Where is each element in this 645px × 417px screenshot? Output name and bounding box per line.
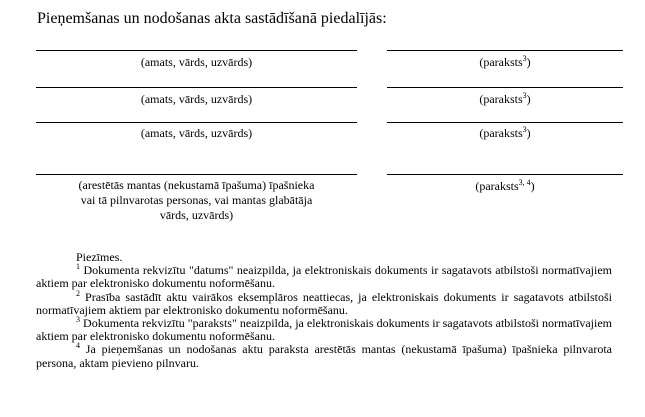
signature-caption-text: (paraksts [479, 55, 523, 69]
owner-caption-line: vai tā pilnvarotas personas, vai mantas glabātāja [80, 193, 313, 207]
signature-caption-text: (paraksts [475, 179, 519, 193]
signature-caption-close: ) [530, 179, 535, 193]
notes-heading: Piezīmes. [76, 250, 123, 264]
note-text: Prasība sastādīt aktu vairākos eksemplāros neattiecas, ja elektroniskais dokuments ir sagatavots atbilstoši normatīvajiem aktiem par elektronisko dokumentu noformēšanu. [36, 289, 612, 317]
footnote-ref: 3 [522, 54, 527, 63]
owner-caption-line: (arestētās mantas (nekustamā īpašuma) īpašnieka [78, 178, 315, 192]
note-item [36, 264, 612, 290]
note-item [36, 343, 612, 369]
note-number: 3 [76, 315, 80, 325]
note-number: 1 [76, 262, 80, 272]
owner-caption [36, 178, 357, 223]
signature-line [387, 122, 623, 123]
note-text: Dokumenta rekvizītu "paraksts" neaizpilda, ja elektroniskais dokuments ir sagatavots atbilstoši normatīvajiem aktiem par elektronisko dokumentu noformēšanu. [36, 316, 612, 344]
signature-caption-text: (paraksts [479, 92, 523, 106]
notes-section [36, 251, 612, 370]
name-signature-line [36, 50, 357, 51]
note-text: Dokumenta rekvizītu "datums" neaizpilda, ja elektroniskais dokuments ir sagatavots atbilstoši normatīvajiem aktiem par elektronisko dokumentu noformēšanu. [36, 263, 612, 291]
role-caption: (amats, vārds, uzvārds) [140, 92, 253, 106]
signature-caption-close: ) [526, 92, 531, 106]
owner-caption-line: vārds, uzvārds) [159, 208, 234, 222]
signature-line [387, 87, 623, 88]
footnote-ref: 3 [522, 125, 527, 134]
signature-line [387, 50, 623, 51]
note-number: 4 [76, 341, 80, 351]
name-signature-line [36, 87, 357, 88]
signature-caption-close: ) [526, 126, 531, 140]
note-item [36, 288, 612, 317]
owner-signature-line [387, 174, 623, 175]
role-caption: (amats, vārds, uzvārds) [140, 55, 253, 69]
note-text: Ja pieņemšanas un nodošanas aktu paraksta arestētās mantas (nekustamā īpašuma) īpašnieka pilnvarota persona, aktam pievieno pilnvaru. [36, 342, 612, 370]
signature-caption [387, 92, 623, 106]
footnote-ref: 3 [522, 91, 527, 100]
signature-caption-close: ) [526, 55, 531, 69]
signature-caption [387, 55, 623, 69]
signature-caption [387, 126, 623, 140]
document-title: Pieņemšanas un nodošanas akta sastādīšanā piedalījās: [37, 10, 387, 27]
note-item [36, 317, 612, 343]
name-signature-line [36, 122, 357, 123]
note-number: 2 [76, 288, 80, 298]
footnote-ref: 3, 4 [518, 178, 531, 187]
role-caption: (amats, vārds, uzvārds) [140, 126, 253, 140]
owner-name-line [36, 174, 357, 175]
signature-caption-text: (paraksts [479, 126, 523, 140]
owner-signature-caption [387, 179, 623, 193]
